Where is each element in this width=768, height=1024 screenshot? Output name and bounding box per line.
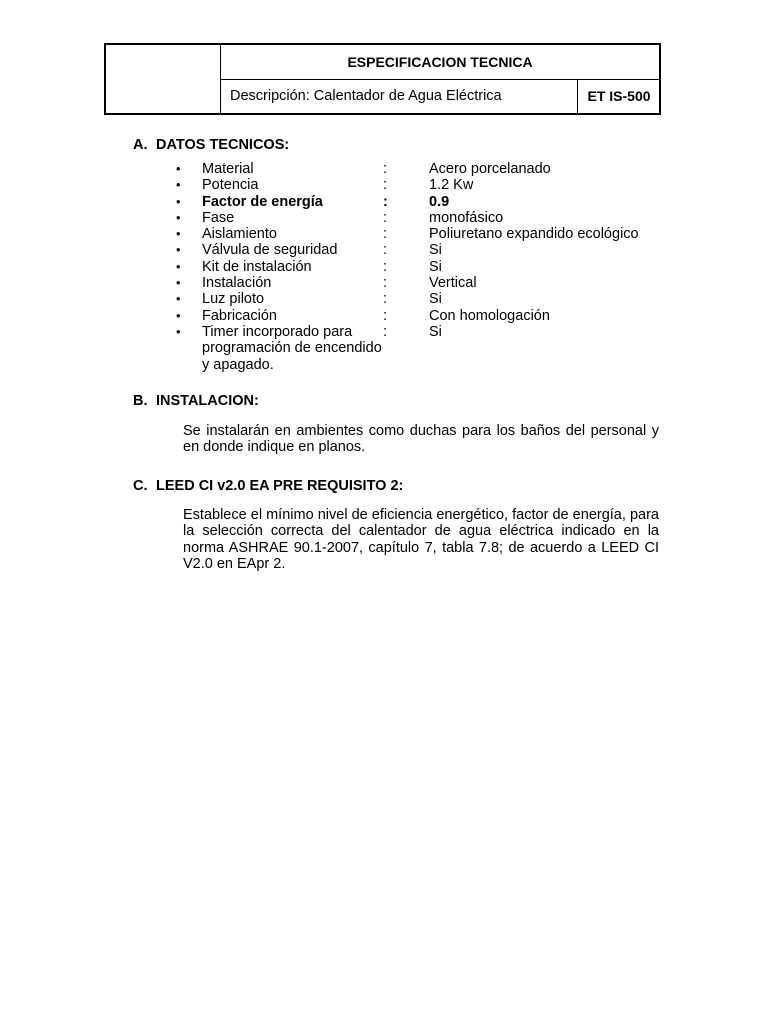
spec-item-potencia <box>176 177 676 193</box>
bullet-icon: • <box>176 291 181 307</box>
section-b-letter: B. <box>133 393 148 409</box>
spec-value: Acero porcelanado <box>429 161 551 177</box>
spec-item-factor-energia <box>176 194 676 210</box>
spec-colon: : <box>383 226 388 243</box>
section-b-text: Se instalarán en ambientes como duchas para los baños del personal y en donde indique en planos. <box>183 423 659 456</box>
spec-label: Luz piloto <box>202 291 265 308</box>
spec-value: 0.9 <box>429 193 450 210</box>
spec-item-aislamiento <box>176 226 676 242</box>
spec-label: Fase <box>202 209 235 226</box>
bullet-icon: • <box>176 161 181 176</box>
spec-label: Factor de energía <box>202 193 323 210</box>
spec-value: Poliuretano expandido ecológico <box>429 226 639 243</box>
section-c-title: LEED CI v2.0 EA PRE REQUISITO 2: <box>156 478 404 494</box>
bullet-icon: • <box>176 177 181 193</box>
spec-value: Si <box>429 242 442 259</box>
spec-label: Aislamiento <box>202 226 277 243</box>
bullet-icon: • <box>176 242 181 258</box>
bullet-icon: • <box>176 193 181 209</box>
bullet-icon: • <box>176 209 181 225</box>
spec-label: Material <box>202 161 254 177</box>
section-c-text: Establece el mínimo nivel de eficiencia energético, factor de energía, para la selección correcta del calentador de agua eléctrica indicado en la norma ASHRAE 90.1-2007, capítulo 7, tabla 7.8; de acuerdo a LEED CI V2.0 en EApr 2. <box>183 507 659 572</box>
spec-list <box>176 161 676 373</box>
spec-value: Si <box>429 323 442 340</box>
document-description: Descripción: Calentador de Agua Eléctrica <box>221 80 578 113</box>
section-a-heading <box>133 137 289 153</box>
spec-item-valvula <box>176 242 676 258</box>
spec-colon: : <box>383 258 388 275</box>
spec-value: Con homologación <box>429 307 550 324</box>
spec-item-kit <box>176 259 676 275</box>
spec-colon: : <box>383 193 388 210</box>
document-code: ET IS-500 <box>587 88 651 104</box>
spec-label: Instalación <box>202 275 272 292</box>
section-a-letter: A. <box>133 137 148 153</box>
logo-cell <box>106 45 221 113</box>
spec-colon: : <box>383 161 388 177</box>
spec-label: Válvula de seguridad <box>202 242 338 259</box>
section-c-letter: C. <box>133 478 148 494</box>
section-b-title: INSTALACION: <box>156 393 259 409</box>
document-title: ESPECIFICACION TECNICA <box>221 45 659 80</box>
spec-item-fabricacion <box>176 308 676 324</box>
spec-colon: : <box>383 307 388 324</box>
spec-value: monofásico <box>429 209 504 226</box>
spec-label: Timer incorporado para programación de encendido y apagado. <box>202 323 382 373</box>
spec-item-timer <box>176 324 676 373</box>
spec-colon: : <box>383 275 388 292</box>
spec-label: Fabricación <box>202 307 277 324</box>
spec-colon: : <box>383 242 388 259</box>
section-a-title: DATOS TECNICOS: <box>156 137 290 153</box>
bullet-icon: • <box>176 226 181 242</box>
header-table <box>104 43 661 115</box>
spec-label: Potencia <box>202 177 259 194</box>
bullet-icon: • <box>176 258 181 274</box>
spec-item-fase <box>176 210 676 226</box>
spec-value: 1.2 Kw <box>429 177 474 194</box>
spec-item-material <box>176 161 676 177</box>
spec-colon: : <box>383 323 388 340</box>
spec-value: Vertical <box>429 275 477 292</box>
spec-item-instalacion <box>176 275 676 291</box>
section-c-heading <box>133 478 403 494</box>
spec-colon: : <box>383 291 388 308</box>
bullet-icon: • <box>176 307 181 323</box>
spec-colon: : <box>383 209 388 226</box>
spec-item-luz-piloto <box>176 291 676 307</box>
spec-value: Si <box>429 291 442 308</box>
bullet-icon: • <box>176 323 181 339</box>
spec-colon: : <box>383 177 388 194</box>
spec-label: Kit de instalación <box>202 258 312 275</box>
spec-value: Si <box>429 258 442 275</box>
bullet-icon: • <box>176 275 181 291</box>
section-b-heading <box>133 393 259 409</box>
